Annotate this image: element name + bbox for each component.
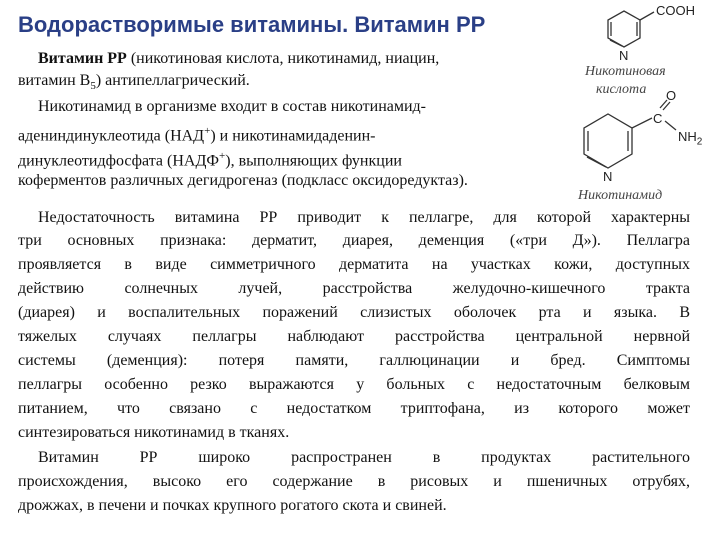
b5-subscript: 5 — [90, 80, 96, 93]
carbon-label: C — [653, 111, 663, 126]
paragraph-2-line-1: Недостаточность витамина РР приводит к пеллагре, для которой характерны — [38, 209, 690, 226]
page-title: Водорастворимые витамины. Витамин РР — [18, 12, 486, 37]
acid-double-bond-3 — [610, 40, 622, 46]
paragraph-2-line-9: питанием, что связано с недостатком триптофана, из которого может — [18, 400, 690, 417]
nadp-superscript: + — [219, 150, 226, 162]
intro-line-5-end: ), выполняющих функции — [225, 152, 402, 170]
acid-carboxyl-bond — [640, 12, 654, 20]
paragraph-3-line-2: происхождения, высоко его содержание в рисовых и пшеничных отрубях, — [18, 473, 690, 490]
intro-line-1-text: (никотиновая кислота, никотинамид, ниацин, — [126, 50, 440, 67]
vitamin-pp-term: Витамин РР — [38, 50, 127, 67]
amino-group-text: NH — [678, 129, 697, 144]
intro-line-4-end: ) и никотинамидаденин- — [210, 127, 376, 145]
oxygen-label: O — [666, 88, 677, 103]
intro-line-5-text: динуклеотидфосфата (НАДФ — [18, 152, 220, 170]
nicotinic-acid-name-1: Никотиновая — [585, 64, 666, 79]
paragraph-2-line-7: системы (деменция): потеря памяти, галлюцинации и бред. Симптомы — [18, 352, 690, 369]
nicotinic-acid-ring — [608, 11, 654, 47]
intro-line-2-text: витамин В — [18, 72, 91, 89]
nicotinamide-name: Никотинамид — [578, 188, 663, 203]
intro-line-3: Никотинамид в организме входит в состав никотинамид- — [38, 98, 427, 115]
paragraph-2-line-10: синтезироваться никотинамид в тканях. — [18, 424, 290, 441]
acid-nitrogen-label: N — [619, 48, 629, 63]
amide-double-bond-3 — [587, 157, 606, 167]
intro-line-2-end: ) антипеллагрический. — [95, 72, 250, 89]
amide-carbon-bond — [632, 118, 652, 128]
paragraph-2-line-4: действию солнечных лучей, расстройства желудочно-кишечного тракта — [18, 280, 690, 297]
amino-subscript: 2 — [696, 136, 703, 148]
amide-nitrogen-label: N — [603, 169, 613, 184]
paragraph-2-line-3: проявляется в виде симметричного дерматита на участках кожи, доступных — [18, 256, 690, 273]
paragraph-2-line-6: тяжелых случаях пеллагры наблюдают расстройства центральной нервной — [18, 328, 690, 345]
nicotinic-acid-name-2: кислота — [596, 82, 647, 97]
paragraph-2-line-2: три основных признака: дерматит, диарея, деменция («три Д»). Пеллагра — [18, 232, 690, 249]
nad-superscript: + — [204, 125, 211, 137]
amide-n-bond — [665, 121, 676, 130]
paragraph-2-line-5: (диарея) и воспалительных поражений слизистых оболочек рта и языка. В — [18, 304, 690, 321]
paragraph-2-line-8: пеллагры особенно резко выражаются у больных с недостаточным белковым — [18, 376, 690, 393]
carboxyl-group-label: COOH — [656, 3, 695, 18]
intro-line-4-text: адениндинуклеотида (НАД — [18, 127, 205, 145]
intro-line-6: коферментов различных дегидрогеназ (подкласс оксидоредуктаз). — [18, 172, 468, 189]
amino-group-label — [678, 129, 702, 148]
paragraph-3-line-3: дрожжах, в печени и почках крупного рогатого скота и свиней. — [18, 497, 447, 514]
paragraph-3-line-1: Витамин РР широко распространен в продуктах растительного — [38, 449, 690, 466]
